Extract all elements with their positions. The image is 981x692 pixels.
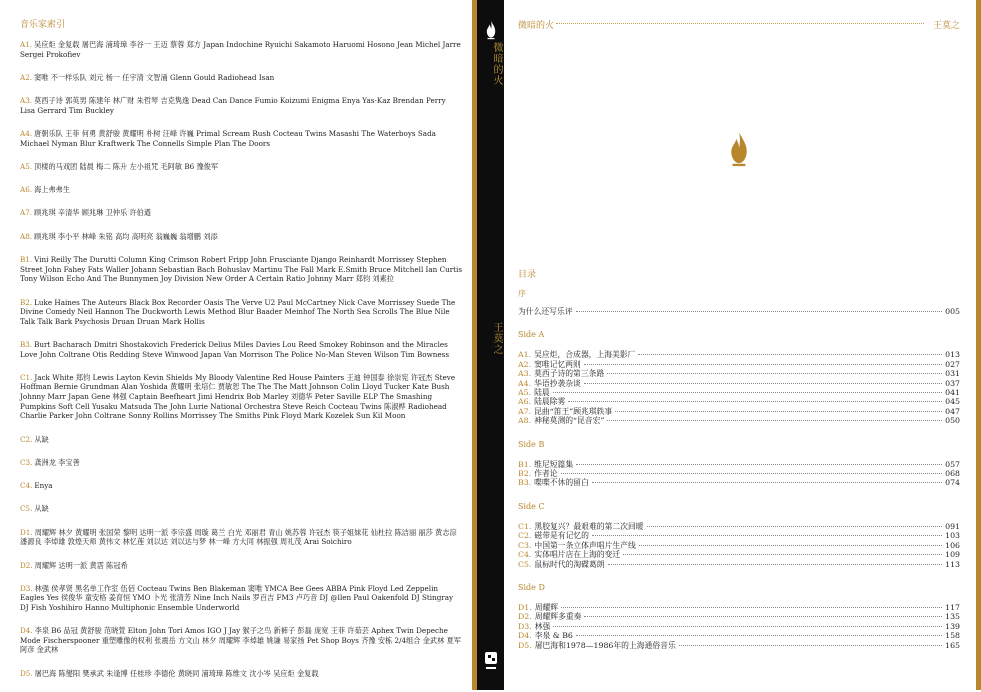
toc-entry-page: 045 bbox=[945, 397, 960, 407]
toc-entry-page: 074 bbox=[945, 478, 960, 488]
index-entry-code: A4. bbox=[20, 129, 33, 139]
toc-entry-title: 实体唱片店在上海的变迁 bbox=[534, 550, 621, 560]
toc-entry-title: 华语抄袭杂谈 bbox=[534, 378, 581, 388]
toc-dot-leader bbox=[584, 616, 942, 617]
toc-dot-leader bbox=[576, 635, 942, 636]
table-of-contents bbox=[518, 288, 960, 650]
index-entry-code: B2. bbox=[20, 297, 33, 307]
index-entry-code: A5. bbox=[20, 161, 33, 171]
index-entry bbox=[20, 208, 462, 218]
index-entry-code: A6. bbox=[20, 185, 33, 195]
index-entry bbox=[20, 96, 462, 115]
toc-entry-title: 为什么还写乐评 bbox=[518, 307, 573, 316]
index-entry bbox=[20, 129, 462, 148]
toc-dot-leader bbox=[561, 607, 942, 608]
toc-entry-code: B3. bbox=[518, 478, 532, 488]
index-entry bbox=[20, 373, 462, 421]
toc-section-heading: Side B bbox=[518, 439, 545, 449]
toc-entry-page: 113 bbox=[945, 559, 960, 569]
toc-entry-code: A5. bbox=[518, 388, 532, 398]
index-entry-code: A2. bbox=[20, 72, 33, 82]
index-entry-names: 海上弗弗生 bbox=[34, 185, 71, 195]
toc-dot-leader bbox=[576, 311, 943, 312]
toc-entry-title: 神秘莫测的“昆音宏” bbox=[534, 416, 605, 426]
index-entry-code: C5. bbox=[20, 504, 33, 514]
toc-section-heading: Side C bbox=[518, 501, 545, 511]
index-entry-code: C1. bbox=[20, 372, 33, 382]
toc-section-heading: 序 bbox=[518, 289, 526, 298]
toc-entry-code: D2. bbox=[518, 612, 532, 622]
index-entry-names: Vini Reilly The Durutti Column King Crimson Robert Fripp John Frusciante Django Reinhardt Morrissey Stephen Street John Fahey Fats Waller Johann Sebastian Bach Bohuslav Martinu The Fall Mark E.Smith Bruce Mitchell Ian Curtis Tony Wilson Echo And The Bunnymen Joy Division New Order A Certain Ratio Johnny Marr 郑钧 刘素拉 bbox=[20, 255, 463, 284]
index-entry-names: 周耀辉 达明一派 黄霑 陈冠希 bbox=[34, 560, 128, 570]
toc-entry-title: 维尼短篇集 bbox=[534, 459, 574, 469]
toc-entry-title: 陆晨除雾 bbox=[534, 397, 566, 407]
toc-dot-leader bbox=[592, 482, 942, 483]
toc-entry[interactable] bbox=[518, 360, 960, 369]
toc-entry-page: 103 bbox=[945, 531, 960, 541]
index-title: 音乐家索引 bbox=[20, 20, 66, 30]
index-entry bbox=[20, 504, 462, 514]
toc-entry[interactable] bbox=[518, 622, 960, 631]
header-dotted-rule bbox=[556, 23, 924, 24]
index-entry bbox=[20, 435, 462, 445]
toc-entry-title: 中国第一条立体声唱片生产线 bbox=[534, 540, 636, 550]
toc-dot-leader bbox=[679, 645, 942, 646]
right-gold-border bbox=[976, 0, 981, 690]
flame-icon bbox=[484, 20, 498, 40]
toc-entry-page: 057 bbox=[945, 459, 960, 469]
toc-dot-leader bbox=[568, 401, 942, 402]
index-entry-code: D2. bbox=[20, 560, 33, 570]
toc-dot-leader bbox=[584, 383, 942, 384]
toc-entry-page: 106 bbox=[945, 540, 960, 550]
toc-dot-leader bbox=[623, 554, 942, 555]
index-entry bbox=[20, 162, 462, 172]
toc-entry[interactable] bbox=[518, 407, 960, 416]
toc-entry[interactable] bbox=[518, 612, 960, 621]
index-entry-names: Luke Haines The Auteurs Black Box Recorder Oasis The Verve U2 Paul McCartney Nick Cave Morrissey Suede The Divine Comedy Neil Hannon The Duckworth Lewis Method Blur Baader Meinhof The North Sea Scrolls The Blue Nile Talk Talk Bark Psychosis Druan Druan Mark Hollis bbox=[20, 297, 456, 326]
toc-entry-title: 喋喋不休的留白 bbox=[534, 478, 589, 488]
toc-entry-title: 吴应炬，合成器，上海美影厂 bbox=[534, 350, 636, 360]
index-entry-code: A8. bbox=[20, 231, 33, 241]
toc-dot-leader bbox=[608, 564, 943, 565]
index-entry bbox=[20, 584, 462, 613]
toc-entry-page: 005 bbox=[945, 307, 960, 316]
toc-entry-page: 158 bbox=[945, 631, 960, 641]
index-entry-names: Enya bbox=[34, 481, 53, 491]
toc-entry-code: D5. bbox=[518, 640, 532, 650]
index-entry-code: D1. bbox=[20, 527, 33, 537]
toc-heading: 目录 bbox=[518, 270, 537, 280]
toc-entry[interactable] bbox=[518, 560, 960, 569]
header-author: 王莫之 bbox=[932, 21, 960, 31]
index-entry bbox=[20, 40, 462, 59]
index-entry bbox=[20, 73, 462, 83]
toc-entry-code: D3. bbox=[518, 621, 532, 631]
toc-entry-title: 陆晨 bbox=[534, 388, 550, 398]
index-entry-names: 顾兆琪 辛清华 顾兆琳 卫仲乐 许伯遒 bbox=[34, 208, 152, 218]
header-book-title: 微暗的火 bbox=[518, 21, 555, 31]
toc-entry-page: 135 bbox=[945, 612, 960, 622]
index-entry-names: 李泉 B6 品冠 黄舒骏 范晓萱 Elton John Tori Amos IGO J Jay 猴子之鸟 新裤子 彭磊 庞宽 王菲 许茹芸 Aphex Twin Depeche Mode Fischerspooner 重塑雕像的权利 张震岳 方文山 林夕 周耀辉 李焯雄 姚谦 易家扬 Pet Shop Boys 齐豫 安栋 2/4组合 金武林 夏军 阿彦 金武林 bbox=[20, 626, 461, 655]
index-entry-names: 顶楼的马戏团 陆晨 梅二 陈升 左小祖咒 毛阿敏 B6 豫俊军 bbox=[34, 161, 219, 171]
toc-entry[interactable] bbox=[518, 416, 960, 425]
index-entry bbox=[20, 481, 462, 491]
toc-entry-page: 117 bbox=[945, 602, 960, 612]
index-entry-code: B3. bbox=[20, 339, 33, 349]
index-entry-names: 屠巴海 陈燮阳 樊承武 朱逢博 任桂珍 李德伦 黄晓同 浦琦璋 陈维文 沈小岑 吴应炬 金复载 bbox=[34, 668, 319, 678]
index-entry-code: C4. bbox=[20, 481, 33, 491]
index-entry bbox=[20, 626, 462, 655]
musician-index-list bbox=[20, 40, 462, 692]
index-entry bbox=[20, 458, 462, 468]
toc-entry[interactable] bbox=[518, 531, 960, 540]
toc-dot-leader bbox=[607, 373, 942, 374]
toc-entry-page: 013 bbox=[945, 350, 960, 360]
toc-entry[interactable] bbox=[518, 379, 960, 388]
index-entry-code: C2. bbox=[20, 434, 33, 444]
index-entry bbox=[20, 528, 462, 547]
toc-entry[interactable] bbox=[518, 369, 960, 378]
toc-entry-code: A4. bbox=[518, 378, 532, 388]
index-entry-names: Burt Bacharach Dmitri Shostakovich Frederick Delius Miles Davies Lou Reed Smokey Robinson and the Miracles Love John Coltrane Otis Redding Steve Winwood Japan Van Morrison The Police No-Man Steven Wilson Tim Bowness bbox=[20, 339, 450, 359]
index-entry-code: B1. bbox=[20, 255, 33, 265]
toc-dot-leader bbox=[553, 626, 942, 627]
toc-dot-leader bbox=[584, 364, 942, 365]
toc-entry-code: D4. bbox=[518, 631, 532, 641]
toc-entry-code: A1. bbox=[518, 350, 532, 360]
toc-entry-code: C3. bbox=[518, 540, 532, 550]
toc-entry-title: 屠巴海和1978—1986年的上海通俗音乐 bbox=[534, 640, 676, 650]
index-entry-names: 从缺 bbox=[34, 504, 49, 514]
toc-entry-code: C2. bbox=[518, 531, 532, 541]
toc-entry-page: 031 bbox=[945, 369, 960, 379]
toc-entry[interactable] bbox=[518, 388, 960, 397]
toc-entry[interactable] bbox=[518, 550, 960, 559]
index-entry-code: A7. bbox=[20, 208, 33, 218]
index-entry-names: 吴应炬 金复载 屠巴海 浦琦璋 李谷一 王迈 蔡蓉 郑方 Japan Indochine Ryuichi Sakamoto Haruomi Hosono Jean Michel Jarre Sergei Prokofiev bbox=[20, 40, 461, 59]
toc-entry-page: 165 bbox=[945, 640, 960, 650]
toc-entry-title: 莫西子诗的第三条路 bbox=[534, 369, 605, 379]
index-entry bbox=[20, 561, 462, 571]
spine-author: 王莫之 bbox=[491, 322, 502, 355]
index-entry-names: 从缺 bbox=[34, 434, 49, 444]
index-entry-names: 唐朝乐队 王菲 何勇 黄舒骏 黄耀明 朴树 汪峰 许巍 Primal Scream Rush Cocteau Twins Masashi The Waterboys Sada Michael Nyman Blur Kraftwerk The Connells Simple Plan The Doors bbox=[20, 129, 436, 148]
toc-entry-code: C4. bbox=[518, 550, 532, 560]
toc-entry-title: 黑胶复兴？最艰难的第二次回暖 bbox=[534, 521, 644, 531]
index-page bbox=[0, 0, 472, 690]
toc-entry-page: 091 bbox=[945, 521, 960, 531]
toc-entry-page: 041 bbox=[945, 388, 960, 398]
toc-dot-leader bbox=[592, 535, 942, 536]
toc-entry-code: C1. bbox=[518, 521, 532, 531]
toc-entry-page: 139 bbox=[945, 621, 960, 631]
toc-entry-title: 周耀辉 bbox=[534, 602, 559, 612]
toc-entry-code: A8. bbox=[518, 416, 532, 426]
index-entry-code: C3. bbox=[20, 457, 33, 467]
toc-entry-page: 047 bbox=[945, 406, 960, 416]
toc-entry-title: 李泉 & B6 bbox=[534, 631, 573, 641]
toc-entry-code: A3. bbox=[518, 369, 532, 379]
toc-entry[interactable] bbox=[518, 397, 960, 406]
toc-entry-code: D1. bbox=[518, 602, 532, 612]
toc-entry-title: 磁带是有记忆的 bbox=[534, 531, 589, 541]
toc-entry-page: 068 bbox=[945, 469, 960, 479]
toc-entry-title: 周耀辉多重奏 bbox=[534, 612, 582, 622]
index-entry-names: 窦唯 不一样乐队 刘元 杨一 任宇清 文智涌 Glenn Gould Radiohead Isan bbox=[34, 72, 275, 82]
toc-entry-code: A6. bbox=[518, 397, 532, 407]
book-spine bbox=[477, 0, 504, 690]
toc-entry[interactable] bbox=[518, 478, 960, 487]
toc-entry-page: 050 bbox=[945, 416, 960, 426]
index-entry-names: 莫西子诗 郭英男 陈建年 林广财 朱哲琴 吉克隽逸 Dead Can Dance Fumio Koizumi Enigma Enya Yas-Kaz Brendan Perry Lisa Gerrard Tim Buckley bbox=[20, 96, 446, 115]
toc-dot-leader bbox=[615, 411, 942, 412]
toc-dot-leader bbox=[638, 354, 942, 355]
index-entry-names: 周耀辉 林夕 黄耀明 张国荣 黎明 达明一派 李宗盛 周璇 葛兰 白光 邓丽君 青山 姚苏蓉 许冠杰 筷子姐妹花 仙杜拉 陈洁丽 丽莎 黄志淙 潘源良 李焯雄 敦煌天师 黄伟文 林忆莲 刘以达 刘以达与梦 林一峰 方大同 林振强 周礼茂 Arai Soichiro bbox=[20, 527, 457, 547]
toc-entry-title: 作者论 bbox=[534, 469, 558, 479]
toc-dot-leader bbox=[647, 526, 943, 527]
toc-dot-leader bbox=[561, 473, 943, 474]
toc-entry-code: B1. bbox=[518, 459, 532, 469]
index-entry-code: A1. bbox=[20, 40, 33, 49]
toc-entry-title: 窦唯记忆两则 bbox=[534, 359, 581, 369]
index-entry bbox=[20, 255, 462, 284]
index-entry-names: 林强 侯孝贤 黑名单工作室 伍佰 Cocteau Twins Ben Blakeman 窦唯 YMCA Bee Gees ABBA Pink Floyd Led Zeppelin Eagles Yes 侯俊华 童安格 姜育恒 YMO 卜光 张清芳 Nine Inch Nails 罗百吉 FM3 卢巧音 DJ @llen Paul Oakenfold DJ Stingray DJ Fish Yoshihiro Hanno Multiphonic Ensemble Underworld bbox=[20, 583, 454, 612]
toc-entry-code: A2. bbox=[518, 359, 532, 369]
toc-section-heading: Side D bbox=[518, 582, 545, 592]
toc-entry-title: 昆曲“笛王”顾兆琪轶事 bbox=[534, 406, 613, 416]
toc-dot-leader bbox=[639, 545, 942, 546]
index-entry-names: 顾兆琪 李小平 林峰 朱铭 高均 高明亮 翁巍巍 翁增鹏 刘添 bbox=[34, 231, 218, 241]
toc-entry[interactable] bbox=[518, 522, 960, 531]
index-entry bbox=[20, 185, 462, 195]
toc-entry-title: 林强 bbox=[534, 621, 551, 631]
index-entry-names: 龚洲龙 李宝善 bbox=[34, 457, 80, 467]
spine-title: 微暗的火 bbox=[491, 42, 502, 86]
index-entry-code: D3. bbox=[20, 583, 33, 593]
index-entry bbox=[20, 298, 462, 327]
toc-entry[interactable] bbox=[518, 631, 960, 640]
toc-entry[interactable] bbox=[518, 307, 960, 316]
toc-entry-page: 037 bbox=[945, 378, 960, 388]
index-entry bbox=[20, 669, 462, 679]
toc-dot-leader bbox=[607, 420, 942, 421]
index-entry bbox=[20, 340, 462, 359]
flame-icon bbox=[726, 131, 752, 167]
toc-dot-leader bbox=[553, 392, 942, 393]
index-entry-code: D4. bbox=[20, 626, 33, 636]
toc-entry[interactable] bbox=[518, 541, 960, 550]
toc-entry-code: B2. bbox=[518, 469, 532, 479]
toc-section-heading: Side A bbox=[518, 330, 545, 340]
index-entry bbox=[20, 232, 462, 242]
toc-dot-leader bbox=[576, 464, 942, 465]
index-entry-code: D5. bbox=[20, 668, 33, 678]
toc-entry[interactable] bbox=[518, 603, 960, 612]
publisher-logo-icon bbox=[483, 650, 499, 672]
index-entry-names: Jack White 郑钧 Lewis Layton Kevin Shields My Bloody Valentine Red House Painters 王迪 钟国泰 徐崇宪 许冠杰 Steve Hoffman Bernie Grundman Alan Yoshida 黄耀明 张培仁 贾敏恕 The The The Matt Johnson Colin Lloyd Tucker Kate Bush Johnny Marr Japan Gene 林强 Captain Beefheart Jimi Hendrix Bob Marley 刘德华 Peter Saville ELP The Smashing Pumpkins Soft Cell Yusaku Matsuda The John Lurie National Orchestra Steve Reich Cocteau Twins 陈淑桦 Radiohead Charlie Parker John Coltrane Sonny Rollins Morrissey The Smiths Pink Floyd Mark Kozelek Sun Kil Moon bbox=[20, 372, 456, 421]
toc-entry[interactable] bbox=[518, 460, 960, 469]
contents-page bbox=[504, 0, 976, 690]
toc-entry-code: C5. bbox=[518, 559, 532, 569]
toc-entry[interactable] bbox=[518, 350, 960, 359]
toc-entry-page: 109 bbox=[945, 550, 960, 560]
toc-entry-code: A7. bbox=[518, 406, 532, 416]
index-entry-code: A3. bbox=[20, 96, 33, 106]
toc-entry-page: 027 bbox=[945, 359, 960, 369]
toc-entry-title: 鼠标时代的淘碟葛朗 bbox=[534, 559, 605, 569]
toc-entry[interactable] bbox=[518, 641, 960, 650]
